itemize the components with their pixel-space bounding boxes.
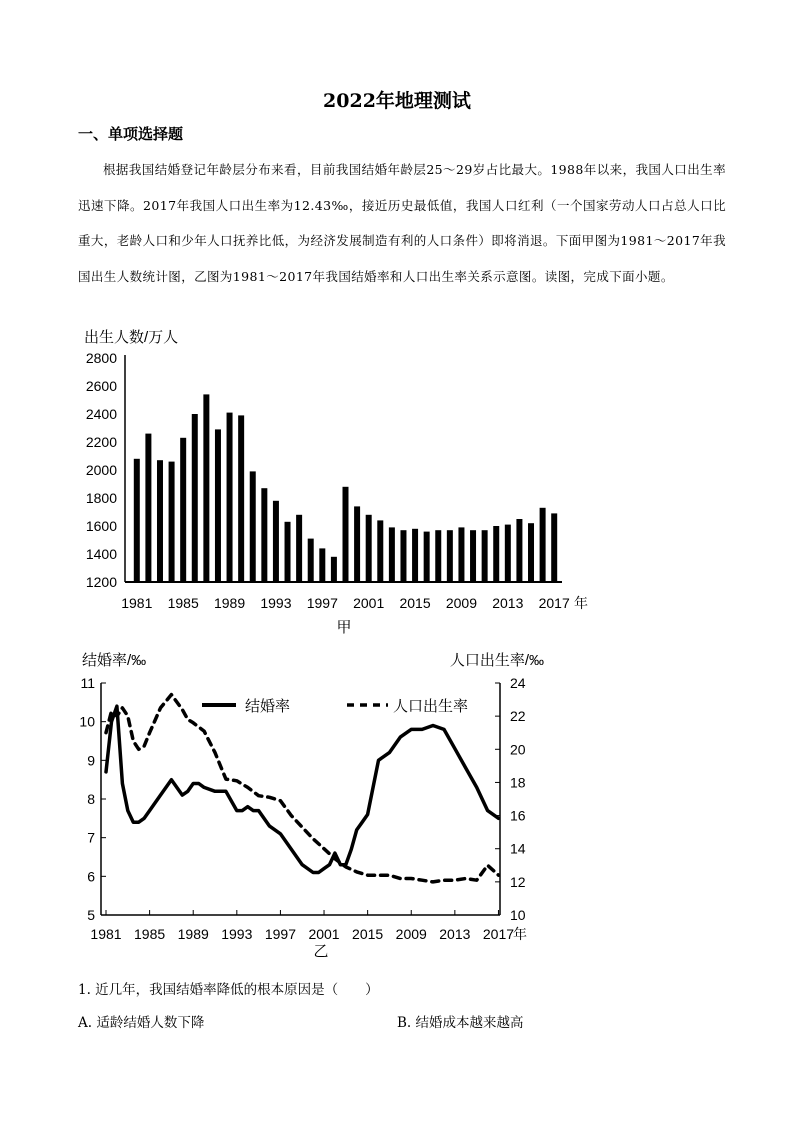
chart-jia-bar-15 xyxy=(308,539,314,582)
chart-jia-bar-5 xyxy=(192,414,198,582)
chart-jia-bar-28 xyxy=(458,527,464,582)
chart-jia-bar-20 xyxy=(366,515,372,582)
chart-yi-xtick-3: 1993 xyxy=(221,926,253,942)
option-b[interactable]: B. 结婚成本越来越高 xyxy=(397,1015,524,1031)
page-title: 2022年地理测试 xyxy=(323,90,471,112)
chart-yi-xtick-8: 2013 xyxy=(439,926,471,942)
chart-jia-xtick-1: 1985 xyxy=(167,595,199,611)
chart-jia-bar-14 xyxy=(296,515,302,582)
chart-yi-right-tick-0: 10 xyxy=(510,907,526,923)
chart-yi-left-tick-6: 11 xyxy=(80,675,95,691)
chart-jia-bar-11 xyxy=(261,488,267,582)
chart-yi-right-tick-7: 24 xyxy=(510,675,526,691)
chart-jia-bar-22 xyxy=(389,527,395,582)
chart-jia-ytick-1: 1400 xyxy=(85,546,117,562)
chart-yi-right-tick-2: 14 xyxy=(510,840,526,857)
chart-jia-ytick-5: 2200 xyxy=(85,434,117,450)
chart-jia-bar-17 xyxy=(331,557,337,582)
chart-jia-caption: 甲 xyxy=(336,619,352,636)
chart-jia-ylabel: 出生人数/万人 xyxy=(84,329,179,346)
chart-jia-bar-36 xyxy=(551,513,557,582)
chart-jia-bar-1 xyxy=(145,434,151,582)
chart-yi-xtick-5: 2001 xyxy=(308,926,340,942)
birth-count-bar-chart xyxy=(70,322,610,640)
chart-yi-xtick-0: 1981 xyxy=(90,926,122,942)
chart-jia-bar-27 xyxy=(447,530,453,582)
chart-jia-xtick-5: 2001 xyxy=(353,595,385,611)
chart-yi-right-tick-3: 16 xyxy=(510,807,526,824)
option-a[interactable]: A. 适龄结婚人数下降 xyxy=(78,1015,205,1031)
chart-yi-right-tick-1: 12 xyxy=(510,873,526,890)
chart-yi-xtick-7: 2009 xyxy=(395,926,427,942)
chart-jia-xtick-8: 2013 xyxy=(492,595,524,611)
chart-jia-bar-23 xyxy=(400,530,406,582)
chart-yi-xtick-1: 1985 xyxy=(134,926,166,942)
question-1: 1. 近几年，我国结婚率降低的根本原因是（ ） xyxy=(78,982,379,998)
chart-jia-bar-2 xyxy=(157,460,163,582)
chart-jia-bar-32 xyxy=(505,525,511,582)
chart-jia-bar-25 xyxy=(424,532,430,582)
chart-yi-ylabel-left: 结婚率/‰ xyxy=(82,652,147,669)
chart-yi-left-tick-5: 10 xyxy=(79,713,95,730)
chart-jia-xtick-6: 2015 xyxy=(399,595,431,611)
chart-jia-ytick-7: 2600 xyxy=(85,378,117,394)
chart-jia-bar-18 xyxy=(343,487,349,582)
chart-yi-right-tick-4: 18 xyxy=(510,774,526,791)
chart-jia-ytick-0: 1200 xyxy=(85,574,117,590)
chart-jia-bar-24 xyxy=(412,529,418,582)
chart-jia-bar-33 xyxy=(516,519,522,582)
chart-jia-ytick-2: 1600 xyxy=(85,518,117,534)
marriage-rate-line xyxy=(106,706,499,872)
chart-jia-bar-35 xyxy=(540,508,546,582)
chart-jia-bar-10 xyxy=(250,471,256,582)
chart-yi-xunit: 年 xyxy=(513,926,527,942)
chart-jia-bar-8 xyxy=(227,413,233,582)
chart-jia-bar-0 xyxy=(134,459,140,582)
chart-jia-bar-31 xyxy=(493,526,499,582)
chart-yi-legend xyxy=(202,698,468,715)
section-heading: 一、单项选择题 xyxy=(78,125,184,143)
chart-jia-bar-34 xyxy=(528,523,534,582)
chart-jia-xtick-9: 2017 xyxy=(538,595,570,611)
intro-paragraph: 根据我国结婚登记年龄层分布来看，目前我国结婚年龄层25～29岁占比最大。1988年以来，我国人口出生率迅速下降。2017年我国人口出生率为12.43‰，接近历史最低值，我国人口红利（一个国家劳动人口占总人口比重大，老龄人口和少年人口抚养比低，为经济发展制造有利的人口条件）即将消退。下面甲图为1981～2017年我国出生人数统计图，乙图为1981～2017年我国结婚率和人口出生率关系示意图。读图，完成下面小题。 xyxy=(78,162,726,284)
chart-yi-left-tick-0: 5 xyxy=(87,907,95,923)
chart-jia-bar-26 xyxy=(435,530,441,582)
chart-yi-right-tick-5: 20 xyxy=(510,741,526,758)
chart-jia-ytick-3: 1800 xyxy=(85,490,117,506)
chart-yi-right-tick-6: 22 xyxy=(510,708,526,725)
chart-jia-bar-21 xyxy=(377,520,383,582)
legend-marriage-label: 结婚率 xyxy=(245,698,291,715)
chart-jia-xtick-3: 1993 xyxy=(260,595,292,611)
chart-yi-xtick-9: 2017 xyxy=(482,926,515,942)
chart-jia-ytick-6: 2400 xyxy=(85,406,117,422)
marriage-birth-rate-line-chart xyxy=(70,647,560,963)
chart-jia-xtick-0: 1981 xyxy=(121,595,153,611)
chart-yi-xtick-6: 2015 xyxy=(352,926,384,942)
chart-jia-bar-29 xyxy=(470,530,476,582)
chart-yi-left-tick-4: 9 xyxy=(87,752,95,769)
chart-jia-bar-3 xyxy=(169,462,175,582)
chart-jia-bar-30 xyxy=(482,530,488,582)
chart-yi-left-tick-2: 7 xyxy=(87,829,95,846)
chart-jia-bar-12 xyxy=(273,501,279,582)
chart-yi-left-tick-1: 6 xyxy=(87,868,95,885)
chart-yi-ylabel-right: 人口出生率/‰ xyxy=(449,652,544,669)
chart-yi-caption: 乙 xyxy=(313,943,329,960)
chart-jia-xtick-7: 2009 xyxy=(445,595,478,611)
chart-jia-ytick-8: 2800 xyxy=(85,350,117,366)
chart-jia-bar-16 xyxy=(319,548,325,582)
chart-jia-bar-13 xyxy=(285,522,291,582)
chart-jia-bar-9 xyxy=(238,415,244,582)
chart-jia-bar-19 xyxy=(354,506,360,582)
chart-yi-xtick-2: 1989 xyxy=(177,926,209,942)
chart-jia-xunit: 年 xyxy=(574,595,588,611)
chart-jia-ytick-4: 2000 xyxy=(85,462,117,478)
chart-jia-bar-6 xyxy=(203,394,209,582)
chart-jia-xtick-2: 1989 xyxy=(213,595,246,611)
chart-yi-xtick-4: 1997 xyxy=(264,926,297,942)
chart-jia-bar-7 xyxy=(215,429,221,582)
chart-jia-bar-4 xyxy=(180,438,186,582)
chart-yi-left-tick-3: 8 xyxy=(87,791,95,807)
chart-jia-xtick-4: 1997 xyxy=(306,595,338,611)
legend-birth-label: 人口出生率 xyxy=(393,698,469,715)
